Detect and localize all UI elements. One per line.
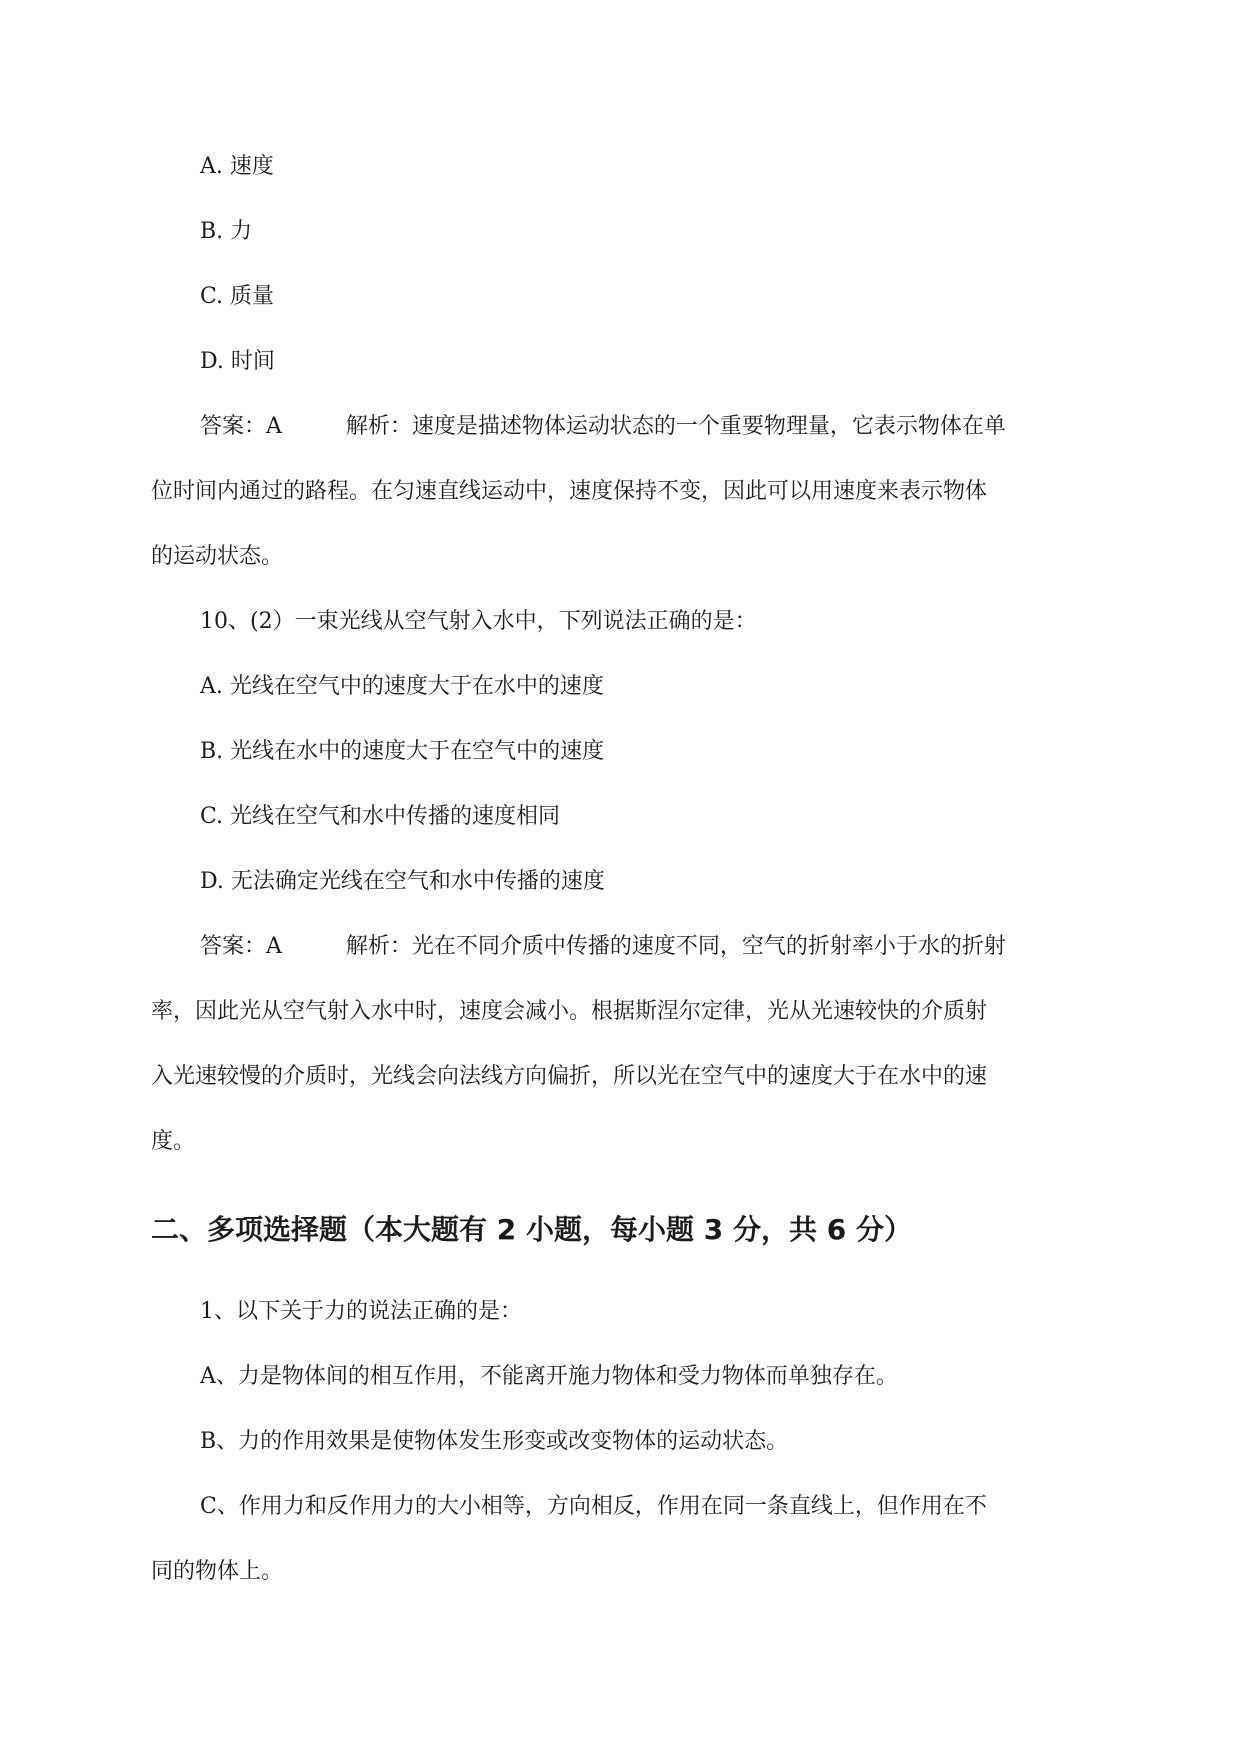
q10-answer-line [200, 932, 1006, 962]
q10-stem: 10、(2）一束光线从空气射入水中，下列说法正确的是： [200, 609, 757, 634]
q10-option-a: A. 光线在空气中的速度大于在水中的速度 [200, 674, 604, 699]
s2-q1-stem: 1、以下关于力的说法正确的是： [200, 1299, 522, 1324]
q9-option-a: A. 速度 [200, 154, 274, 179]
q9-option-d: D. 时间 [200, 349, 275, 374]
s2-q1-option-a: A、力是物体间的相互作用，不能离开施力物体和受力物体而单独存在。 [200, 1364, 898, 1389]
q10-analysis-line-3: 入光速较慢的介质时，光线会向法线方向偏折，所以光在空气中的速度大于在水中的速 [151, 1064, 988, 1089]
s2-q1-option-c-cont: 同的物体上。 [151, 1559, 284, 1584]
q9-analysis-line-3: 的运动状态。 [151, 544, 284, 569]
q9-answer-line [200, 412, 1006, 442]
q10-analysis-line-4: 度。 [151, 1129, 196, 1154]
q10-option-b: B. 光线在水中的速度大于在空气中的速度 [200, 739, 605, 764]
q10-analysis-line-1: 解析：光在不同介质中传播的速度不同，空气的折射率小于水的折射 [345, 934, 1006, 959]
q9-option-b: B. 力 [200, 219, 253, 244]
q9-answer: 答案：A [200, 414, 282, 439]
q9-analysis-line-2: 位时间内通过的路程。在匀速直线运动中，速度保持不变，因此可以用速度来表示物体 [151, 479, 988, 504]
q9-analysis-line-1: 解析：速度是描述物体运动状态的一个重要物理量，它表示物体在单 [345, 414, 1006, 439]
q10-option-c: C. 光线在空气和水中传播的速度相同 [200, 804, 561, 829]
q10-analysis-line-2: 率，因此光从空气射入水中时，速度会减小。根据斯涅尔定律，光从光速较快的介质射 [151, 999, 988, 1024]
q10-option-d: D. 无法确定光线在空气和水中传播的速度 [200, 869, 605, 894]
section2-heading: 二、多项选择题（本大题有 2 小题，每小题 3 分，共 6 分） [151, 1213, 912, 1246]
q10-answer: 答案：A [200, 934, 282, 959]
s2-q1-option-b: B、力的作用效果是使物体发生形变或改变物体的运动状态。 [200, 1429, 789, 1454]
s2-q1-option-c: C、作用力和反作用力的大小相等，方向相反，作用在同一条直线上，但作用在不 [200, 1494, 987, 1519]
q9-option-c: C. 质量 [200, 284, 275, 309]
